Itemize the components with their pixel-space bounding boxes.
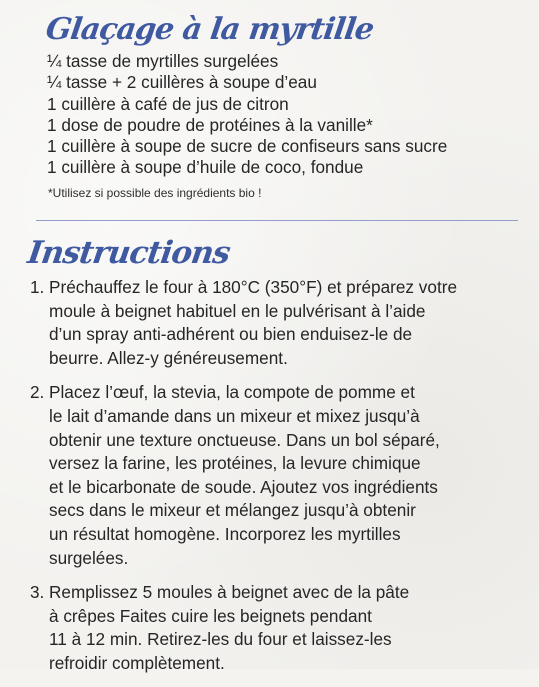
ingredient-item: ¼ tasse de myrtilles surgelées [47,51,279,71]
instruction-step [30,381,530,570]
ingredient-item: 1 dose de poudre de protéines à la vanille* [47,114,373,135]
step-number: 2. [30,382,45,403]
instruction-step [30,276,530,370]
ingredient-item: ¼ tasse + 2 cuillères à soupe d’eau [47,72,317,93]
step-text: Remplissez 5 moules à beignet avec de la pâte à crêpes Faites cuire les beignets pendant 11 à 12 min. Retirez-les du four et laissez-les refroidir complètement. [49,582,410,673]
instruction-steps [30,276,530,687]
instructions-section-title: Instructions [25,235,232,271]
ingredient-item: 1 cuillère à café de jus de citron [47,93,289,114]
instruction-step [30,581,530,675]
ingredient-item: 1 cuillère à soupe d’huile de coco, fondue [47,157,364,178]
step-text: Placez l’œuf, la stevia, la compote de pomme et le lait d’amande dans un mixeur et mixez jusqu’à obtenir une texture onctueuse. Dans un bol séparé, versez la farine, les protéines, la levure chimique et le bicarbonate de soude. Ajoutez vos ingrédients secs dans le mixeur et mélangez jusqu’à obtenir un résultat homogène. Incorporez les myrtilles surgelées. [49,382,440,568]
step-text: Préchauffez le four à 180°C (350°F) et préparez votre moule à beignet habituel en le pulvérisant à l’aide d’un spray anti-adhérent ou bien enduisez-le de beurre. Allez-y généreusement. [49,277,458,368]
glaze-section-title: Glaçage à la myrtille [43,12,376,47]
section-divider [36,220,518,221]
organic-ingredients-note: *Utilisez si possible des ingrédients bio ! [48,186,262,200]
ingredient-item: 1 cuillère à soupe de sucre de confiseurs sans sucre [47,136,448,157]
step-number: 1. [30,277,45,297]
glaze-ingredient-list [47,51,447,179]
step-number: 3. [30,582,45,603]
